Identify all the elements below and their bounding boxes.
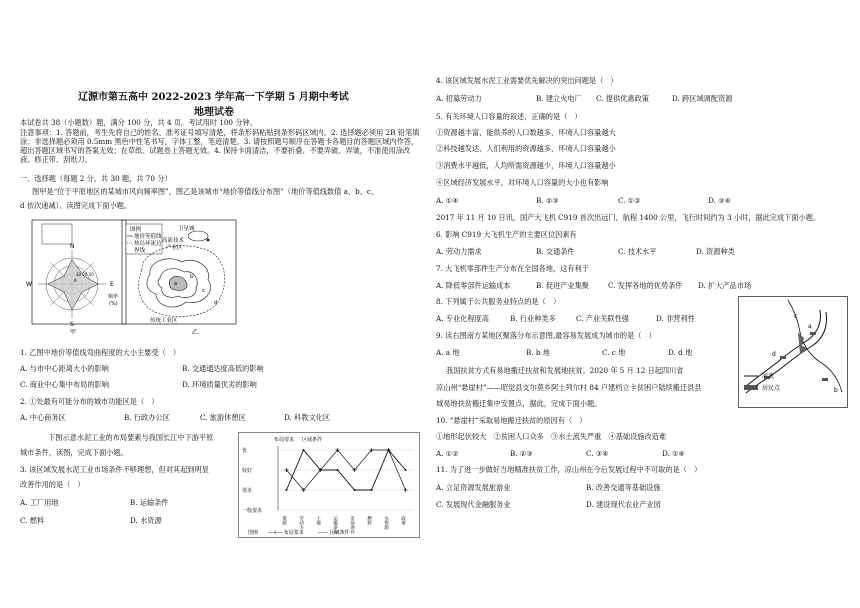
map-label-b: b [834, 387, 838, 394]
map-legend-settlement: 居民点 [762, 385, 781, 392]
freq-label: 频率 [108, 294, 119, 300]
chart-legend-prefix: 图例 [248, 530, 259, 536]
q8-option-b[interactable]: B. 行业种类多 [510, 314, 556, 323]
wind-rose-figure [20, 218, 128, 336]
q3-option-c[interactable]: C. 燃料 [20, 516, 45, 525]
q4-option-d[interactable]: D. 跨区域调配资源 [672, 94, 733, 103]
q5-statement-1: ①资源越丰富，能供养的人口数越多，环境人口容量越大 [436, 128, 616, 137]
q8-option-c[interactable]: C. 产业关联性强 [576, 314, 629, 323]
group4-line-2: 凉山州“悬崖村”——昭觉县支尔莫乡阿土列尔村 84 户建档立卡贫困户陆续搬迁县县 [436, 383, 702, 392]
map-label-d: d [772, 351, 776, 358]
q10-option-c[interactable]: C. ③④ [586, 449, 609, 458]
group2-stem: 下图示意水泥工业的布局要素与我国长江中下游平原 [48, 433, 214, 442]
chart-x-tick: 政策 [400, 516, 406, 526]
q2-stem: 2. ①处最有可能分布的城市功能区是（ ） [20, 397, 159, 406]
contour-b: b [190, 274, 194, 280]
legend-item-3: 界线 [134, 248, 146, 254]
chart-y-tick: 一般要求 [242, 508, 263, 514]
chart-point [320, 469, 322, 471]
chart-y-tick: 优 [242, 448, 248, 454]
q10-option-a[interactable]: A. ①② [436, 449, 459, 458]
group1-stem: 图甲是“位于平原地区的某城市风向频率图”，图乙是该城市“地价等值线分布图”（地价等值线数值 a、b、c、 [32, 187, 379, 196]
center-zero: 0 [74, 278, 77, 283]
ring-ticks: 30 20 10 [76, 272, 94, 277]
settlement-map [738, 296, 848, 408]
chart-point [404, 488, 408, 492]
fig-jia-label: 甲 [70, 329, 77, 336]
q5-statement-4: ④区域经济发展水平，对环境人口容量的大小也有影响 [436, 178, 609, 187]
notice-text: 注意事项：1. 答题前，考生先将自己的姓名、准考证号填写清楚，将条形码粘贴到条形码区域内。2. 选择题必须用 2B 铅笔填涂；非选择题必须用 0.5mm 黑色中性笔书写，字体工整，笔迹清楚。3. 请按照题号顺序在答题卡各题目的答题区域内作答，超出答题区域书写的答案无效；在草纸、试题卷上答题无效。4. 保持卡面清洁，不要折叠、不要弄破、弄皱，不准使用涂改液、修正带、刮纸刀。 [20, 128, 420, 164]
q4-option-c[interactable]: C. 提供优惠政策 [596, 94, 649, 103]
chart-top-right: 区域条件 [302, 437, 323, 443]
q5-statement-2: ②科技越发达，人们利用的资源越多，环境人口容量越小 [436, 144, 616, 153]
pct-label: (%) [109, 301, 118, 307]
q8-option-a[interactable]: A. 专业化程度高 [436, 314, 489, 323]
chart-x-tick: 市场条件 [349, 516, 355, 535]
q10-option-d[interactable]: D. ①④ [662, 449, 685, 458]
q7-option-c[interactable]: C. 发挥各地的优势条件 [608, 281, 683, 290]
q11-option-c[interactable]: C. 发展现代金融服务业 [436, 500, 511, 509]
q7-option-b[interactable]: B. 促进产业集聚 [536, 281, 589, 290]
chart-x-tick: 资源 [281, 516, 287, 526]
map-label-c: c [794, 313, 798, 320]
chart-point [286, 489, 288, 491]
chart-point [405, 469, 407, 471]
q5-option-b[interactable]: B. ②③ [536, 196, 559, 205]
group2-stem-2: 城市条件，读图，完成下面小题。 [20, 448, 128, 457]
q9-option-c[interactable]: C. c 地 [602, 348, 626, 357]
group4-line-1: 我国扶贫方式有易地搬迁扶贫和发展地扶贫。2020 年 5 月 12 日起四川省 [446, 366, 684, 375]
chart-point [354, 489, 356, 491]
q8-stem: 8. 下列属于公共服务业特点的是（ ） [436, 297, 561, 306]
q6-stem: 6. 影响 C919 大飞机生产的主要区位因素有 [436, 230, 577, 239]
q1-option-a[interactable]: A. 与市中心距离大小的影响 [20, 364, 109, 373]
q11-option-d[interactable]: D. 建设现代农业产业园 [586, 500, 661, 509]
legend-item-2: 热岛环流边 [134, 241, 162, 247]
q5-option-d[interactable]: D. ③④ [708, 196, 731, 205]
q9-stem: 9. 读右图南方某地区聚落分布示意图,最容易发展成为城市的是（ ） [436, 331, 656, 340]
q4-stem: 4. 该区域发展水泥工业需要优先解决的突出问题是（ ） [436, 76, 618, 85]
q1-stem: 1. 乙图中地价等值线弯曲程度的大小主要受（ ） [20, 348, 181, 357]
chart-x-tick: 水资源 [383, 516, 389, 530]
q8-option-d[interactable]: D. 非营利性 [656, 314, 695, 323]
chart-x-tick: 劳动力 [298, 516, 304, 530]
exam-title: 辽源市第五高中 2022-2023 学年高一下学期 5 月期中考试 [78, 92, 349, 103]
q2-option-b[interactable]: B. 行政办公区 [124, 413, 170, 422]
q4-option-a[interactable]: A. 招募劳动力 [436, 94, 482, 103]
north-label: N [70, 243, 75, 250]
trad-industry-label: 传统工业区 [150, 318, 178, 324]
q6-option-c[interactable]: C. 技术水平 [618, 247, 657, 256]
q3-stem-2: 改善作用的是（ ） [20, 480, 85, 489]
q10-items: ①地形起伏较大 ②贫困人口众多 ③水土流失严重 ④基础设施改造难 [436, 432, 667, 441]
q1-option-c[interactable]: C. 商业中心集中布局的影响 [20, 380, 109, 389]
chart-x-tick: 土地 [315, 516, 321, 526]
legend-title: 图例 [130, 227, 142, 233]
group1-stem-2: d 依次递减）。读图完成下面小题。 [20, 201, 132, 210]
q9-option-a[interactable]: A. a 地 [436, 348, 460, 357]
group4-line-3: 城易地扶贫搬迁集中安置点，据此，完成下面小题。 [436, 399, 602, 408]
east-label: E [110, 281, 114, 288]
q7-option-d[interactable]: D. 扩大产品市场 [698, 281, 752, 290]
chart-legend-a: —+— 布局要求 [268, 530, 304, 536]
contour-a: a [174, 281, 178, 287]
q10-option-b[interactable]: B. ②③ [510, 449, 533, 458]
map-legend-river: 河流 [762, 373, 775, 380]
chart-y-tick: 要求 [242, 488, 253, 494]
fig-yi-label: 乙 [192, 329, 199, 336]
q3-stem: 3. 该区域发展水泥工业市场条件不够理想，但对其起到明显 [20, 465, 209, 474]
q7-option-a[interactable]: A. 降低零部件运输成本 [436, 281, 511, 290]
q1-option-b[interactable]: B. 交通通达度高低的影响 [182, 364, 264, 373]
q3-option-b[interactable]: B. 运输条件 [130, 498, 169, 507]
q10-stem: 10. “悬崖村”采取易地搬迁扶贫的原因有（ ） [436, 416, 587, 425]
hightech-label-2: 产业区 [166, 245, 183, 251]
chart-legend-b: —— 区域条件 [318, 530, 350, 536]
land-price-figure [120, 218, 238, 336]
q5-option-c[interactable]: C. ①② [618, 196, 641, 205]
q11-option-b[interactable]: B. 改善交通等基础设施 [586, 483, 661, 492]
q6-option-b[interactable]: B. 交通条件 [536, 247, 575, 256]
q2-option-d[interactable]: D. 科教文化区 [284, 413, 331, 422]
chart-point [388, 449, 390, 451]
q4-option-b[interactable]: B. 建立火电厂 [536, 94, 582, 103]
chart-top-left: 布局要求 [274, 437, 295, 443]
chart-point [371, 489, 373, 491]
q6-option-d[interactable]: D. 资源种类 [696, 247, 735, 256]
q3-option-d[interactable]: D. 水资源 [130, 516, 162, 525]
chart-x-tick: 燃料 [366, 516, 372, 526]
q5-stem: 5. 有关环境人口容量的叙述，正确的是（ ） [436, 112, 582, 121]
section-heading: 一、选择题（每题 2 分，共 30 题，共 70 分） [20, 174, 172, 183]
chart-point [337, 469, 339, 471]
chart-x-tick: 运输条件 [332, 516, 338, 535]
q9-option-d[interactable]: D. d 地 [668, 348, 693, 357]
hightech-label-1: 高新技术 [162, 238, 185, 244]
q7-stem: 7. 大飞机零部件生产分布在全国各地，这有利于 [436, 264, 589, 273]
q2-option-a[interactable]: A. 中心商务区 [20, 413, 66, 422]
q3-option-a[interactable]: A. 工厂用地 [20, 498, 59, 507]
q11-stem: 11. 为了进一步做好当地精准扶贫工作，凉山州在今后发展过程中不可取的是（ ） [436, 465, 702, 474]
q1-option-d[interactable]: D. 环境质量优劣的影响 [182, 380, 257, 389]
west-label: W [26, 281, 32, 288]
south-label: S [70, 321, 74, 328]
group3-stem: 2017 年 11 月 10 日讯，国产大飞机 C919 首次出远门，航程 1400 公里，飞行时间约为 3 小时，据此完成下面小题。 [436, 213, 821, 222]
chart-y-tick: 较好 [242, 468, 253, 474]
q5-statement-3: ③消费水平越低，人均所需资源越少，环境人口容量越小 [436, 161, 616, 170]
q11-option-a[interactable]: A. 立足资源发展旅游业 [436, 483, 511, 492]
contour-d: d [214, 300, 218, 306]
cement-factor-chart [238, 432, 420, 538]
q2-option-c[interactable]: C. 旅游休憩区 [200, 413, 246, 422]
contour-c: c [202, 288, 205, 294]
intro-line: 本试卷共 38（小题数）题，满分 100 分，共 4 页。考试用时 100 分钟。 [20, 118, 257, 127]
satellite-label: 卫星城 [178, 226, 195, 232]
map-label-a: a [808, 323, 812, 330]
q9-option-b[interactable]: B. b 地 [526, 348, 550, 357]
legend-item-1: 地价等值线 [134, 234, 162, 240]
q6-option-a[interactable]: A. 劳动力需求 [436, 247, 482, 256]
subject-title: 地理试卷 [194, 107, 234, 118]
q5-option-a[interactable]: A. ①④ [436, 196, 459, 205]
chart-point [303, 449, 305, 451]
